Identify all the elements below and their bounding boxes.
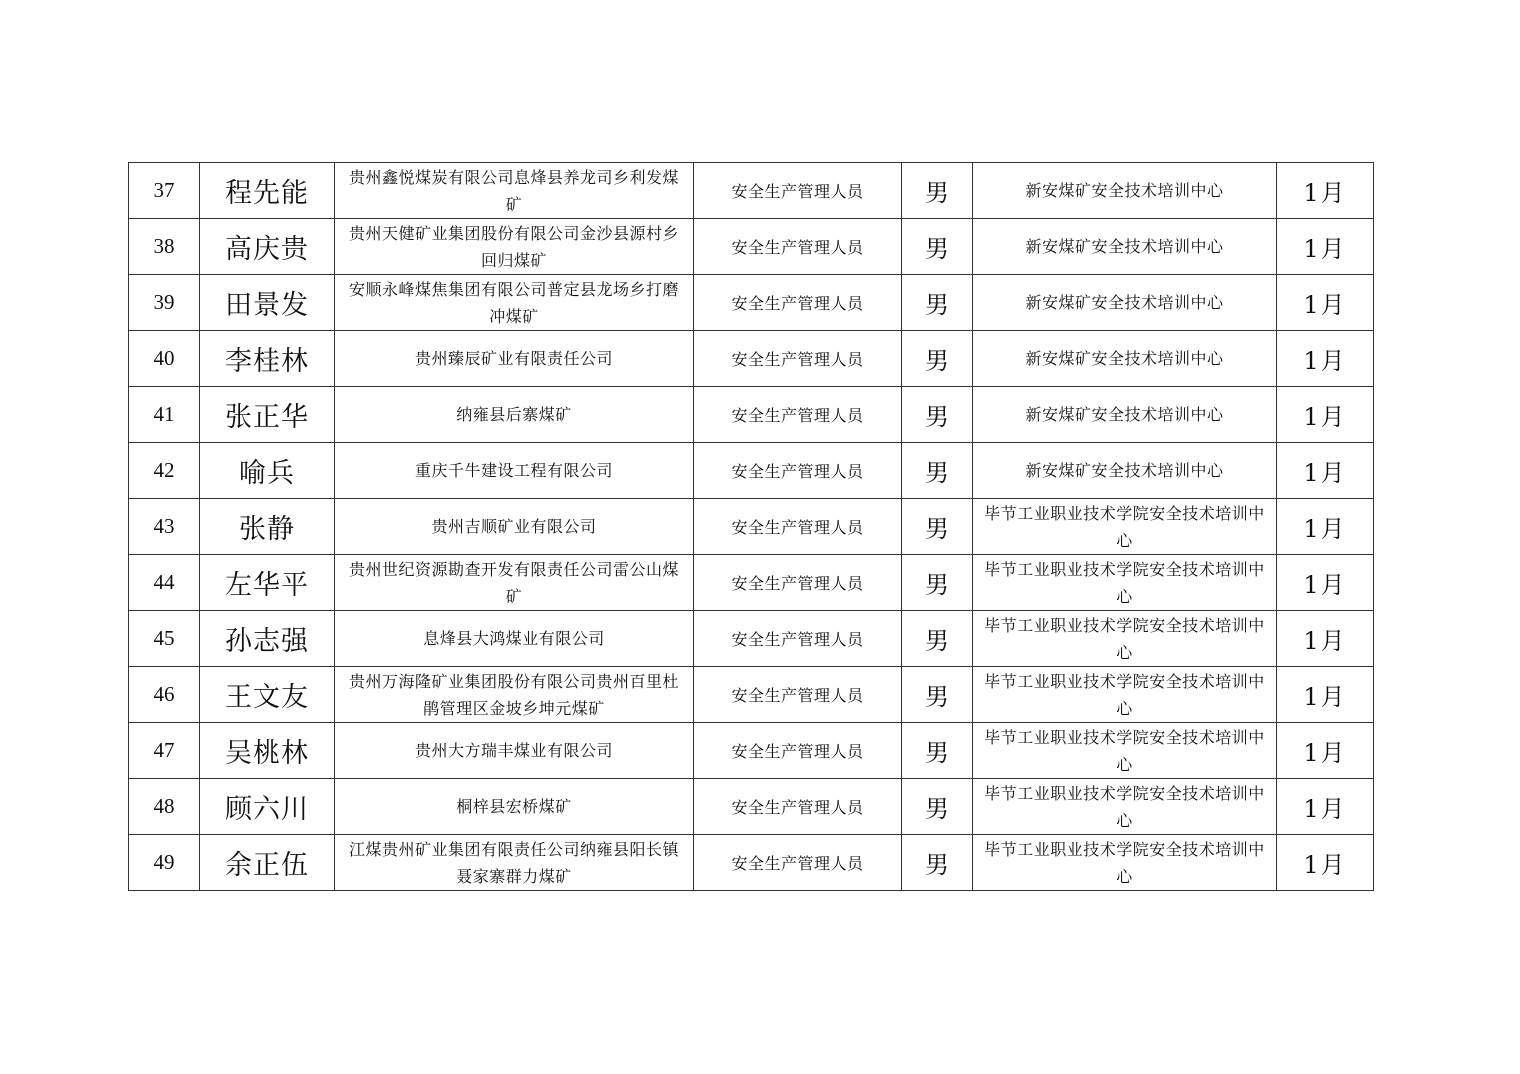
training-center: 新安煤矿安全技术培训中心 [973,387,1277,443]
gender: 男 [902,387,973,443]
gender: 男 [902,163,973,219]
gender: 男 [902,555,973,611]
row-number: 45 [129,611,200,667]
row-number: 43 [129,499,200,555]
person-name: 田景发 [200,275,335,331]
gender: 男 [902,835,973,891]
personnel-category: 安全生产管理人员 [694,219,902,275]
table-row [129,835,1374,891]
row-number: 37 [129,163,200,219]
gender: 男 [902,667,973,723]
training-center: 新安煤矿安全技术培训中心 [973,331,1277,387]
training-center: 毕节工业职业技术学院安全技术培训中心 [973,835,1277,891]
table-row [129,219,1374,275]
table-row [129,331,1374,387]
row-number: 47 [129,723,200,779]
training-month: 1月 [1277,163,1374,219]
person-name: 李桂林 [200,331,335,387]
training-center: 毕节工业职业技术学院安全技术培训中心 [973,499,1277,555]
training-month: 1月 [1277,443,1374,499]
personnel-category: 安全生产管理人员 [694,275,902,331]
person-name: 王文友 [200,667,335,723]
table-row [129,779,1374,835]
row-number: 41 [129,387,200,443]
employer-unit: 贵州吉顺矿业有限公司 [335,499,694,555]
person-name: 张静 [200,499,335,555]
employer-unit: 安顺永峰煤焦集团有限公司普定县龙场乡打磨冲煤矿 [335,275,694,331]
row-number: 39 [129,275,200,331]
employer-unit: 贵州大方瑞丰煤业有限公司 [335,723,694,779]
gender: 男 [902,275,973,331]
training-center: 毕节工业职业技术学院安全技术培训中心 [973,723,1277,779]
table-row [129,667,1374,723]
training-center: 毕节工业职业技术学院安全技术培训中心 [973,611,1277,667]
row-number: 48 [129,779,200,835]
employer-unit: 贵州世纪资源勘查开发有限责任公司雷公山煤矿 [335,555,694,611]
row-number: 44 [129,555,200,611]
row-number: 40 [129,331,200,387]
table-row [129,275,1374,331]
training-center: 毕节工业职业技术学院安全技术培训中心 [973,667,1277,723]
employer-unit: 贵州天健矿业集团股份有限公司金沙县源村乡回归煤矿 [335,219,694,275]
row-number: 38 [129,219,200,275]
person-name: 孙志强 [200,611,335,667]
personnel-category: 安全生产管理人员 [694,667,902,723]
personnel-category: 安全生产管理人员 [694,163,902,219]
training-center: 新安煤矿安全技术培训中心 [973,163,1277,219]
gender: 男 [902,499,973,555]
row-number: 49 [129,835,200,891]
training-month: 1月 [1277,779,1374,835]
person-name: 余正伍 [200,835,335,891]
gender: 男 [902,331,973,387]
training-month: 1月 [1277,835,1374,891]
personnel-category: 安全生产管理人员 [694,723,902,779]
training-month: 1月 [1277,331,1374,387]
table-row [129,611,1374,667]
gender: 男 [902,779,973,835]
personnel-category: 安全生产管理人员 [694,499,902,555]
gender: 男 [902,611,973,667]
personnel-category: 安全生产管理人员 [694,835,902,891]
table-row [129,499,1374,555]
employer-unit: 贵州万海隆矿业集团股份有限公司贵州百里杜鹃管理区金坡乡坤元煤矿 [335,667,694,723]
training-month: 1月 [1277,275,1374,331]
training-center: 新安煤矿安全技术培训中心 [973,443,1277,499]
employer-unit: 纳雍县后寨煤矿 [335,387,694,443]
personnel-category: 安全生产管理人员 [694,779,902,835]
employer-unit: 江煤贵州矿业集团有限责任公司纳雍县阳长镇聂家寨群力煤矿 [335,835,694,891]
training-center: 毕节工业职业技术学院安全技术培训中心 [973,779,1277,835]
gender: 男 [902,219,973,275]
person-name: 高庆贵 [200,219,335,275]
training-month: 1月 [1277,499,1374,555]
personnel-category: 安全生产管理人员 [694,443,902,499]
personnel-category: 安全生产管理人员 [694,611,902,667]
training-month: 1月 [1277,219,1374,275]
training-center: 新安煤矿安全技术培训中心 [973,219,1277,275]
person-name: 程先能 [200,163,335,219]
roster-table [128,162,1374,891]
person-name: 顾六川 [200,779,335,835]
table-row [129,555,1374,611]
personnel-category: 安全生产管理人员 [694,331,902,387]
roster-table-body [129,163,1374,891]
person-name: 左华平 [200,555,335,611]
row-number: 42 [129,443,200,499]
employer-unit: 息烽县大鸿煤业有限公司 [335,611,694,667]
table-row [129,443,1374,499]
employer-unit: 贵州臻辰矿业有限责任公司 [335,331,694,387]
training-month: 1月 [1277,555,1374,611]
training-center: 新安煤矿安全技术培训中心 [973,275,1277,331]
employer-unit: 桐梓县宏桥煤矿 [335,779,694,835]
table-row [129,163,1374,219]
person-name: 吴桃林 [200,723,335,779]
training-month: 1月 [1277,387,1374,443]
person-name: 张正华 [200,387,335,443]
training-month: 1月 [1277,667,1374,723]
training-month: 1月 [1277,611,1374,667]
table-row [129,387,1374,443]
personnel-category: 安全生产管理人员 [694,387,902,443]
employer-unit: 贵州鑫悦煤炭有限公司息烽县养龙司乡利发煤矿 [335,163,694,219]
person-name: 喻兵 [200,443,335,499]
row-number: 46 [129,667,200,723]
training-center: 毕节工业职业技术学院安全技术培训中心 [973,555,1277,611]
employer-unit: 重庆千牛建设工程有限公司 [335,443,694,499]
gender: 男 [902,723,973,779]
personnel-category: 安全生产管理人员 [694,555,902,611]
training-month: 1月 [1277,723,1374,779]
table-row [129,723,1374,779]
gender: 男 [902,443,973,499]
